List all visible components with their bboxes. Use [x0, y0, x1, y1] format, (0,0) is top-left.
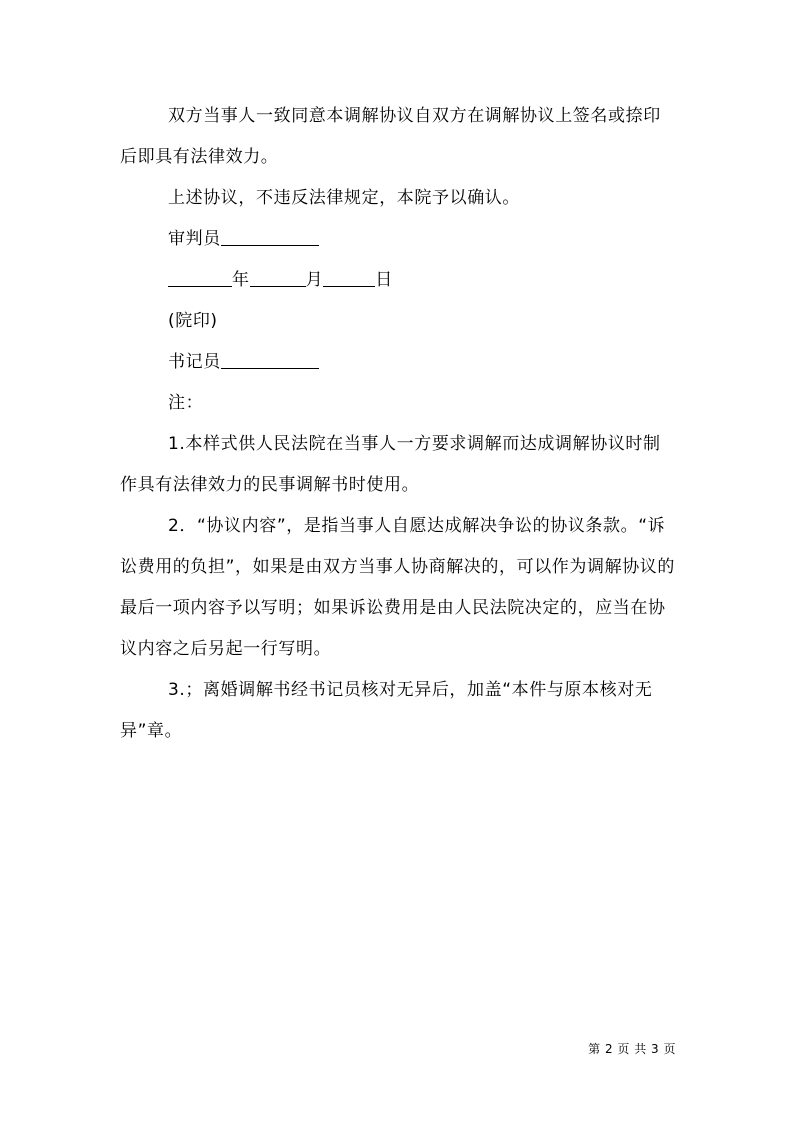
judge-label: 审判员: [168, 229, 221, 249]
year-field: [168, 268, 232, 287]
judge-signature-line: [120, 219, 676, 260]
year-label: 年: [232, 270, 250, 290]
day-field: [323, 268, 375, 287]
note-item-2: 2．“协议内容”，是指当事人自愿达成解决争讼的协议条款。“诉讼费用的负担”，如果是由双方当事人协商解决的，可以作为调解协议的最后一项内容予以写明；如果诉讼费用是由人民法院决定的，应当在协议内容之后另起一行写明。: [120, 516, 676, 659]
note-heading: 注：: [168, 393, 204, 413]
clerk-signature-field: [221, 350, 319, 369]
month-label: 月: [305, 270, 324, 290]
day-label: 日: [375, 270, 393, 290]
note-item-1: 1.本样式供人民法院在当事人一方要求调解而达成调解协议时制作具有法律效力的民事调解书时使用。: [120, 434, 661, 495]
month-field: [250, 268, 306, 287]
note-item-3: 3.；离婚调解书经书记员核对无异后，加盖“本件与原本核对无异”章。: [120, 680, 653, 741]
judge-signature-field: [221, 227, 319, 246]
paragraph-confirmation: 上述协议，不违反法律规定，本院予以确认。: [168, 188, 520, 208]
page-number-footer: 第 2 页 共 3 页: [588, 1042, 676, 1056]
document-body: [120, 96, 676, 752]
date-line: [120, 260, 676, 301]
clerk-label: 书记员: [168, 352, 221, 372]
court-seal-text: (院印): [168, 311, 218, 331]
paragraph-effect: 双方当事人一致同意本调解协议自双方在调解协议上签名或捺印后即具有法律效力。: [120, 106, 661, 167]
clerk-signature-line: [120, 342, 676, 383]
